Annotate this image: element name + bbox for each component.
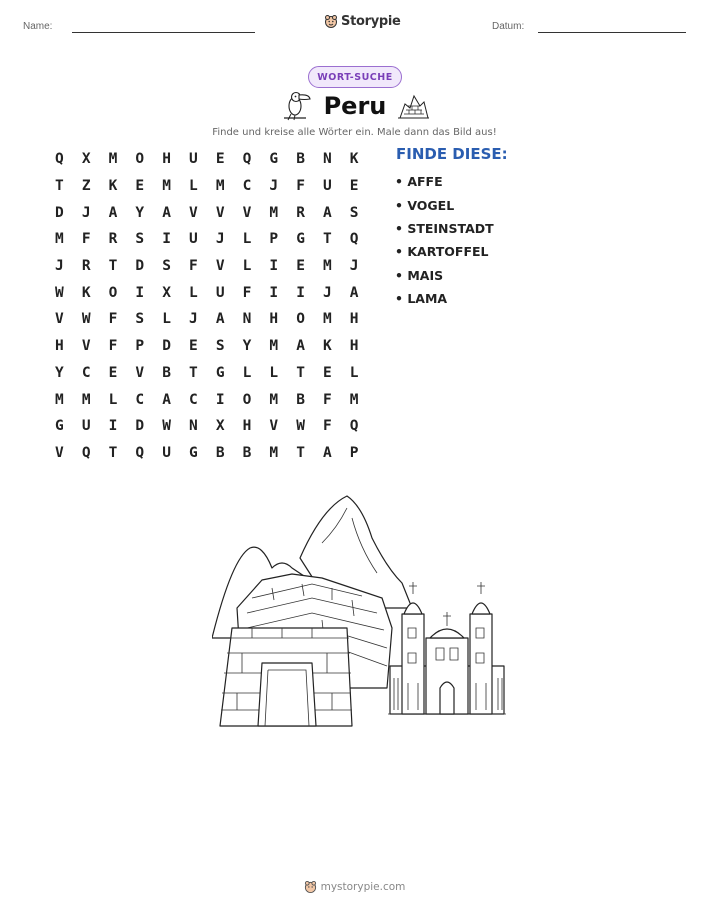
grid-cell[interactable]: I — [215, 391, 225, 408]
word-item: • KARTOFFEL — [395, 244, 489, 260]
grid-row — [46, 306, 368, 333]
grid-cell[interactable]: F — [323, 391, 332, 408]
word-item: • VOGEL — [395, 197, 455, 213]
brand — [324, 14, 401, 29]
grid-cell[interactable]: A — [108, 204, 118, 221]
grid-row — [46, 386, 368, 413]
grid-cell[interactable]: L — [242, 364, 252, 381]
grid-cell[interactable]: E — [215, 151, 225, 168]
grid-cell[interactable]: C — [242, 178, 252, 195]
grid-cell[interactable]: M — [162, 178, 171, 195]
grid-cell[interactable]: A — [349, 284, 359, 301]
grid-cell[interactable]: T — [55, 178, 64, 195]
grid-row — [46, 413, 368, 440]
grid-cell[interactable]: V — [81, 338, 91, 355]
grid-cell[interactable]: G — [269, 151, 279, 168]
grid-cell[interactable]: C — [189, 391, 198, 408]
grid-cell[interactable]: T — [189, 364, 198, 381]
grid-cell[interactable]: U — [189, 231, 198, 248]
grid-cell[interactable]: D — [135, 418, 145, 435]
grid-cell[interactable]: Y — [242, 338, 252, 355]
grid-cell[interactable]: J — [55, 258, 64, 275]
grid-cell[interactable]: C — [135, 391, 145, 408]
grid-cell[interactable]: V — [135, 364, 145, 381]
brand-name: Storypie — [341, 14, 401, 29]
word-item: • MAIS — [395, 267, 444, 283]
grid-cell[interactable]: B — [296, 391, 305, 408]
grid-cell[interactable]: O — [108, 284, 118, 301]
grid-cell[interactable]: L — [162, 311, 171, 328]
grid-cell[interactable]: D — [135, 258, 145, 275]
date-line[interactable] — [538, 32, 686, 33]
cathedral-right-tower — [470, 614, 492, 714]
word-list — [395, 170, 494, 310]
grid-cell[interactable]: X — [81, 151, 91, 168]
grid-row — [46, 199, 368, 226]
grid-cell[interactable]: M — [269, 391, 279, 408]
grid-cell[interactable]: A — [323, 204, 332, 221]
grid-cell[interactable]: J — [81, 204, 91, 221]
instructions-text: Finde und kreise alle Wörter ein. Male dann das Bild aus! — [212, 127, 497, 138]
grid-cell[interactable]: F — [108, 311, 118, 328]
grid-cell[interactable]: M — [323, 311, 332, 328]
date-label: Datum: — [492, 21, 525, 32]
grid-cell[interactable]: R — [108, 231, 118, 248]
grid-row — [46, 279, 368, 306]
grid-cell[interactable]: I — [269, 284, 279, 301]
grid-cell[interactable]: V — [215, 258, 225, 275]
grid-row — [46, 173, 368, 200]
grid-cell[interactable]: S — [215, 338, 225, 355]
grid-cell[interactable]: M — [108, 151, 118, 168]
grid-cell[interactable]: M — [55, 391, 64, 408]
grid-cell[interactable]: B — [162, 364, 171, 381]
footer-url[interactable]: mystorypie.com — [320, 881, 406, 893]
grid-cell[interactable]: M — [349, 391, 359, 408]
grid-cell[interactable]: H — [162, 151, 171, 168]
grid-cell[interactable]: U — [189, 151, 198, 168]
grid-row — [46, 333, 368, 360]
grid-cell[interactable]: F — [108, 338, 118, 355]
grid-cell[interactable]: S — [349, 204, 359, 221]
grid-cell[interactable]: U — [215, 284, 225, 301]
grid-cell[interactable]: G — [296, 231, 305, 248]
grid-cell[interactable]: V — [215, 204, 225, 221]
grid-cell[interactable]: Q — [349, 231, 359, 248]
grid-cell[interactable]: H — [242, 418, 252, 435]
grid-cell[interactable]: I — [162, 231, 171, 248]
grid-cell[interactable]: Q — [242, 151, 252, 168]
grid-cell[interactable]: M — [269, 204, 279, 221]
grid-cell[interactable]: A — [215, 311, 225, 328]
grid-cell[interactable]: K — [108, 178, 118, 195]
grid-cell[interactable]: X — [162, 284, 171, 301]
grid-cell[interactable]: W — [162, 418, 171, 435]
grid-cell[interactable]: O — [135, 151, 145, 168]
grid-cell[interactable]: X — [215, 418, 225, 435]
toucan-icon — [282, 88, 312, 122]
grid-cell[interactable]: F — [189, 258, 198, 275]
grid-cell[interactable]: K — [81, 284, 91, 301]
grid-cell[interactable]: M — [81, 391, 91, 408]
grid-cell[interactable]: H — [269, 311, 279, 328]
grid-cell[interactable]: L — [189, 178, 198, 195]
grid-cell[interactable]: E — [323, 364, 332, 381]
grid-cell[interactable]: T — [323, 231, 332, 248]
grid-cell[interactable]: V — [242, 204, 252, 221]
grid-cell[interactable]: N — [242, 311, 252, 328]
grid-cell[interactable]: S — [162, 258, 171, 275]
grid-cell[interactable]: W — [296, 418, 305, 435]
grid-row — [46, 440, 368, 467]
footer — [0, 880, 709, 894]
worksheet-type-badge: WORT-SUCHE — [308, 66, 402, 88]
grid-cell[interactable]: T — [108, 444, 118, 461]
grid-cell[interactable]: H — [349, 338, 359, 355]
grid-cell[interactable]: O — [296, 311, 305, 328]
grid-cell[interactable]: A — [162, 391, 171, 408]
grid-cell[interactable]: L — [108, 391, 118, 408]
grid-cell[interactable]: U — [162, 444, 171, 461]
storypie-mascot-icon — [324, 14, 338, 29]
grid-cell[interactable]: V — [55, 311, 64, 328]
word-item: • STEINSTADT — [395, 220, 494, 236]
storypie-mascot-icon — [304, 880, 317, 894]
grid-cell[interactable]: K — [323, 338, 332, 355]
grid-cell[interactable]: E — [296, 258, 305, 275]
grid-cell[interactable]: G — [215, 364, 225, 381]
grid-cell[interactable]: U — [323, 178, 332, 195]
grid-cell[interactable]: I — [108, 418, 118, 435]
grid-cell[interactable]: P — [135, 338, 145, 355]
grid-cell[interactable]: W — [81, 311, 91, 328]
grid-cell[interactable]: M — [215, 178, 225, 195]
grid-cell[interactable]: Q — [55, 151, 64, 168]
grid-cell[interactable]: Q — [135, 444, 145, 461]
grid-cell[interactable]: A — [323, 444, 332, 461]
grid-cell[interactable]: L — [189, 284, 198, 301]
grid-cell[interactable]: V — [189, 204, 198, 221]
grid-cell[interactable]: I — [269, 258, 279, 275]
grid-cell[interactable]: U — [81, 418, 91, 435]
grid-cell[interactable]: L — [242, 258, 252, 275]
grid-cell[interactable]: S — [135, 311, 145, 328]
grid-cell[interactable]: S — [135, 231, 145, 248]
word-item: • AFFE — [395, 174, 443, 190]
grid-cell[interactable]: G — [189, 444, 198, 461]
word-item: • LAMA — [395, 291, 448, 307]
grid-cell[interactable]: L — [269, 364, 279, 381]
grid-cell[interactable]: M — [323, 258, 332, 275]
grid-cell[interactable]: M — [269, 338, 279, 355]
grid-cell[interactable]: K — [349, 151, 359, 168]
grid-cell[interactable]: I — [296, 284, 305, 301]
grid-cell[interactable]: M — [55, 231, 64, 248]
grid-row — [46, 360, 368, 387]
grid-cell[interactable]: D — [162, 338, 171, 355]
grid-cell[interactable]: R — [296, 204, 305, 221]
grid-row — [46, 253, 368, 280]
grid-cell[interactable]: T — [108, 258, 118, 275]
grid-cell[interactable]: B — [296, 151, 305, 168]
grid-cell[interactable]: Y — [55, 364, 64, 381]
grid-cell[interactable]: B — [215, 444, 225, 461]
name-label: Name: — [23, 21, 53, 32]
grid-cell[interactable]: J — [189, 311, 198, 328]
cathedral-door — [440, 682, 454, 714]
grid-cell[interactable]: E — [189, 338, 198, 355]
word-list-title: FINDE DIESE: — [396, 145, 508, 163]
grid-cell[interactable]: F — [323, 418, 332, 435]
grid-cell[interactable]: P — [269, 231, 279, 248]
grid-cell[interactable]: H — [349, 311, 359, 328]
grid-cell[interactable]: Q — [349, 418, 359, 435]
grid-cell[interactable]: R — [81, 258, 91, 275]
grid-cell[interactable]: F — [81, 231, 91, 248]
grid-cell[interactable]: E — [349, 178, 359, 195]
page-title: Peru — [323, 92, 387, 120]
grid-row — [46, 146, 368, 173]
grid-cell[interactable]: T — [296, 364, 305, 381]
grid-cell[interactable]: M — [269, 444, 279, 461]
grid-cell[interactable]: T — [296, 444, 305, 461]
grid-cell[interactable]: C — [81, 364, 91, 381]
grid-cell[interactable]: E — [135, 178, 145, 195]
name-line[interactable] — [72, 32, 255, 33]
grid-cell[interactable]: J — [269, 178, 279, 195]
grid-cell[interactable]: W — [55, 284, 64, 301]
grid-cell[interactable]: P — [349, 444, 359, 461]
grid-row — [46, 226, 368, 253]
grid-cell[interactable]: F — [296, 178, 305, 195]
grid-cell[interactable]: A — [162, 204, 171, 221]
grid-cell[interactable]: N — [189, 418, 198, 435]
grid-cell[interactable]: H — [55, 338, 64, 355]
grid-cell[interactable]: J — [323, 284, 332, 301]
grid-cell[interactable]: Z — [81, 178, 91, 195]
grid-cell[interactable]: N — [323, 151, 332, 168]
grid-cell[interactable]: V — [55, 444, 64, 461]
grid-cell[interactable]: B — [242, 444, 252, 461]
peru-landmarks-illustration[interactable] — [212, 488, 512, 733]
grid-cell[interactable]: D — [55, 204, 64, 221]
grid-cell[interactable]: F — [242, 284, 252, 301]
grid-cell[interactable]: G — [55, 418, 64, 435]
grid-cell[interactable]: A — [296, 338, 305, 355]
grid-cell[interactable]: L — [349, 364, 359, 381]
cathedral-left-tower — [402, 614, 424, 714]
grid-cell[interactable]: J — [349, 258, 359, 275]
grid-cell[interactable]: L — [242, 231, 252, 248]
ruins-icon — [396, 90, 430, 120]
grid-cell[interactable]: Y — [135, 204, 145, 221]
grid-cell[interactable]: V — [269, 418, 279, 435]
grid-cell[interactable]: E — [108, 364, 118, 381]
grid-cell[interactable]: O — [242, 391, 252, 408]
grid-cell[interactable]: I — [135, 284, 145, 301]
grid-cell[interactable]: J — [215, 231, 225, 248]
grid-cell[interactable]: Q — [81, 444, 91, 461]
letter-grid — [46, 146, 368, 466]
